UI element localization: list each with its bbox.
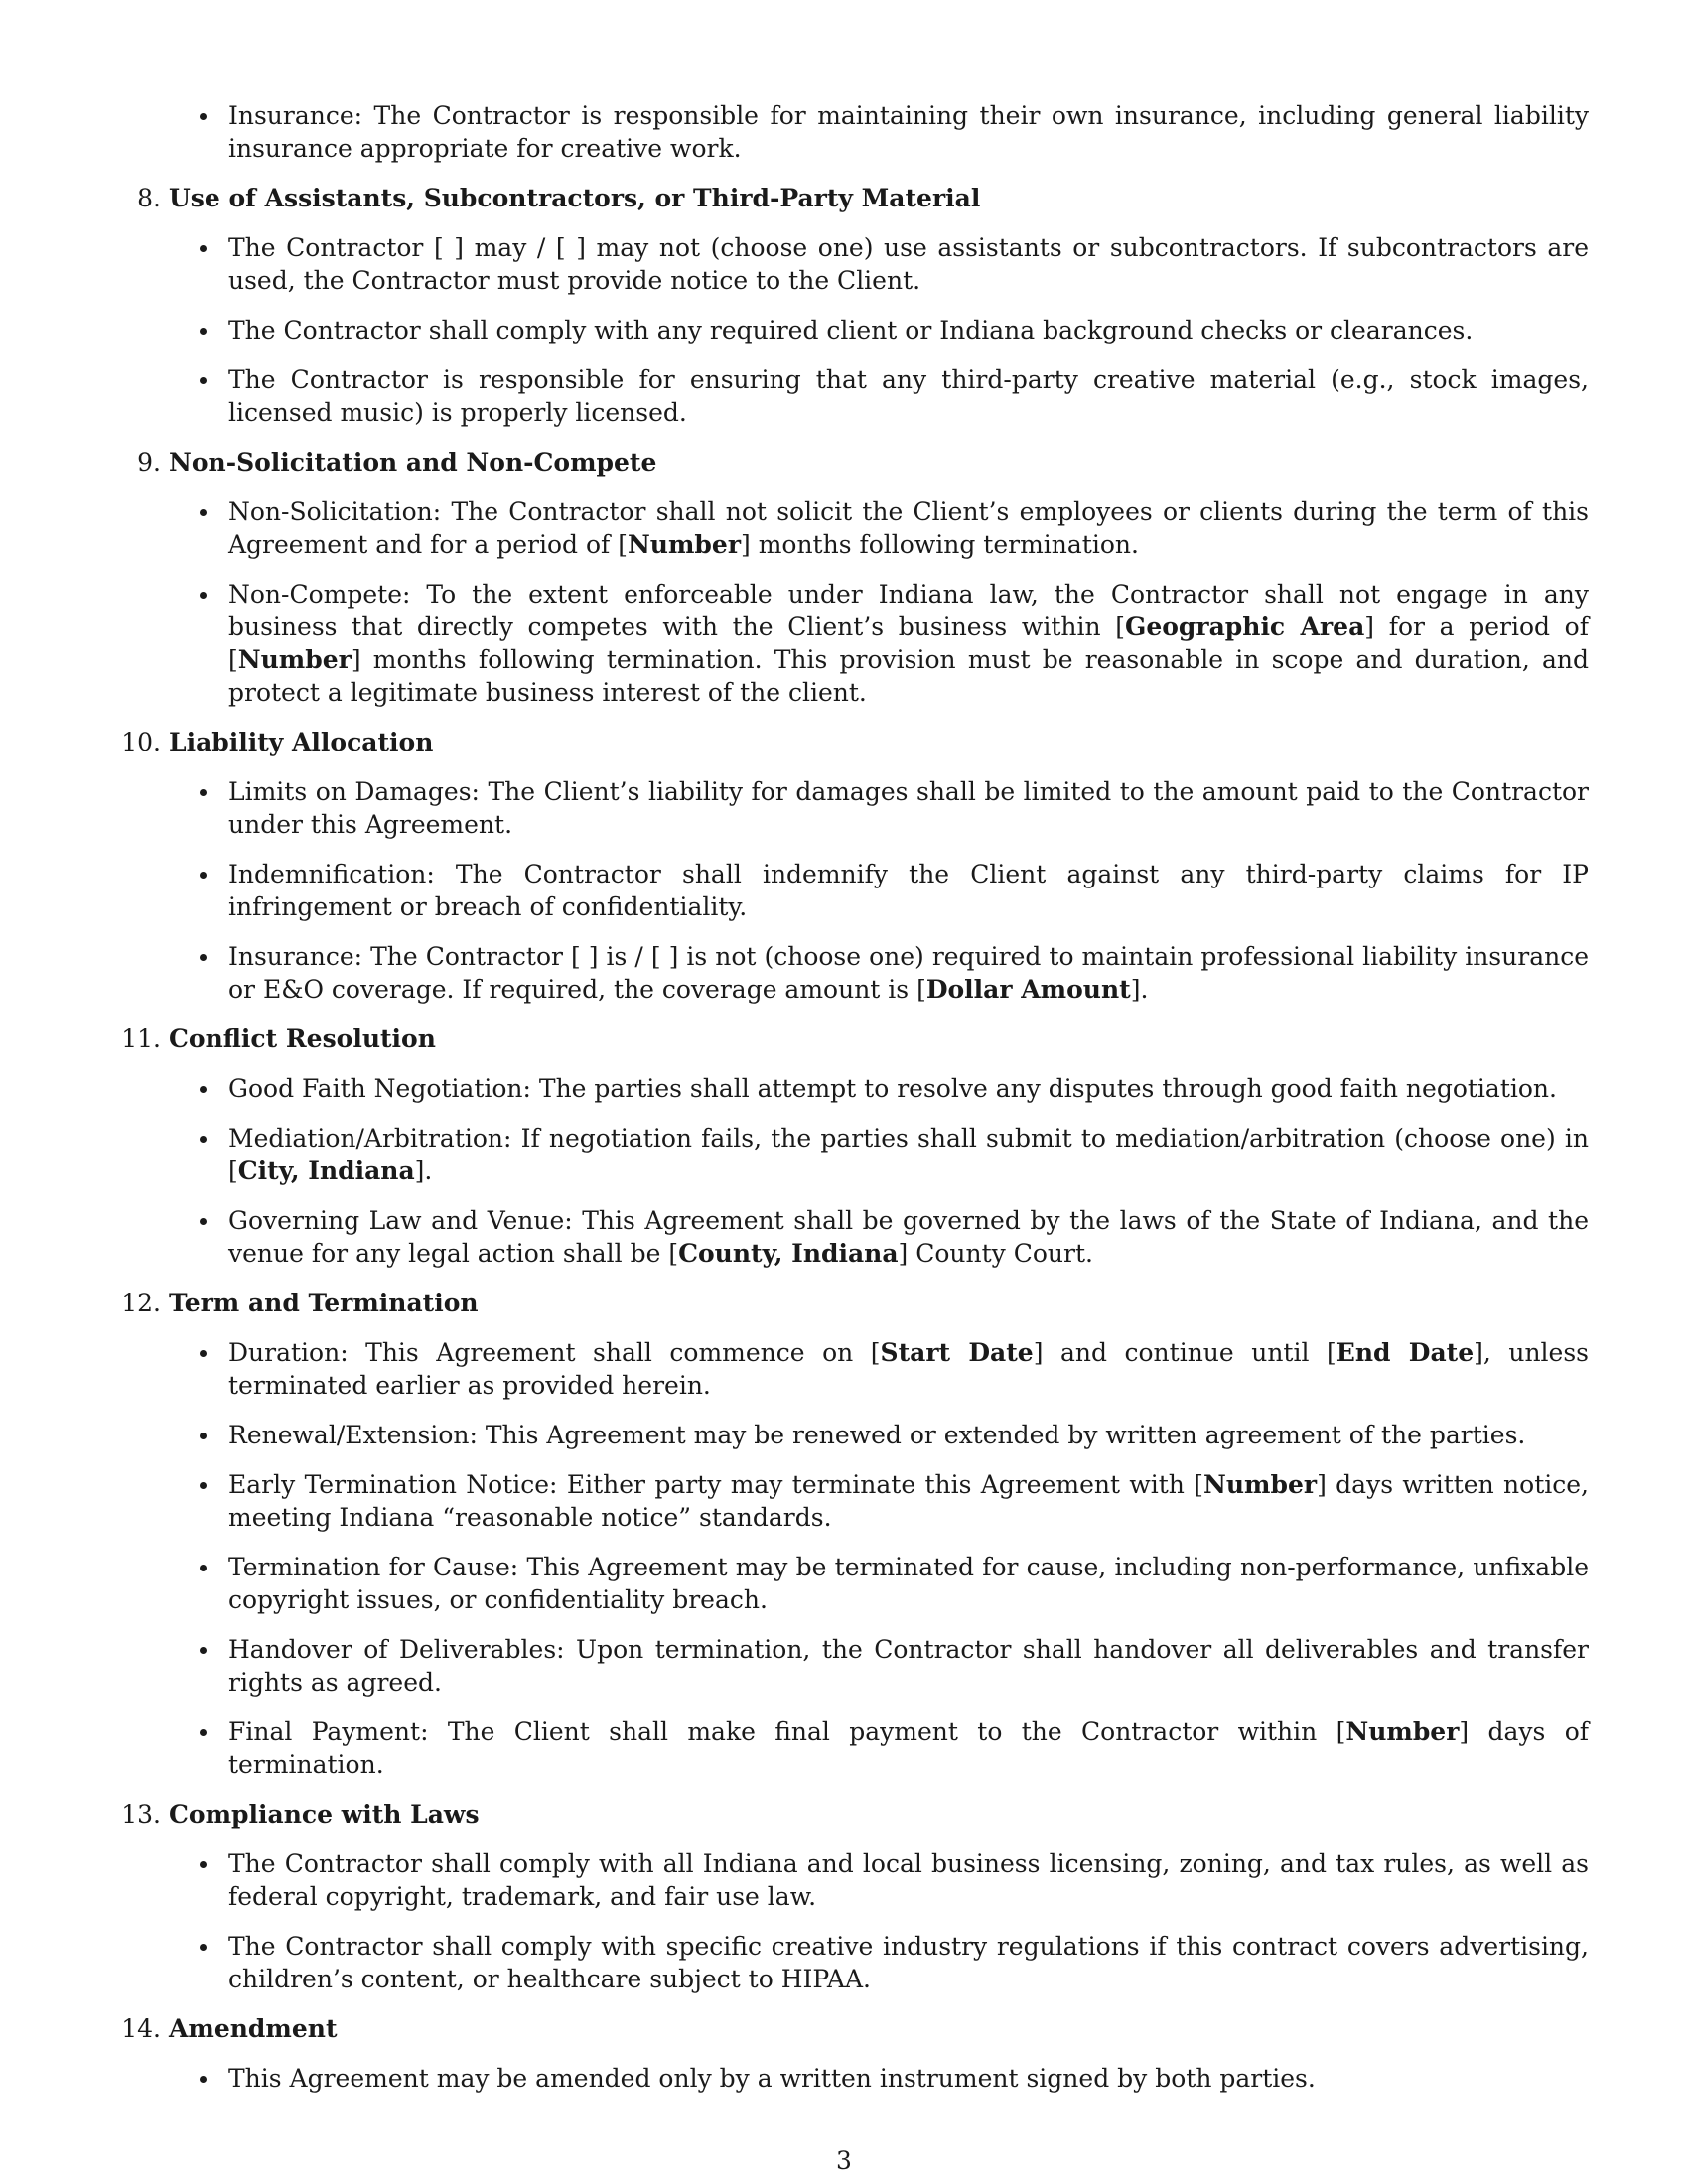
bullet-item — [169, 495, 1589, 561]
sections-list — [119, 182, 1589, 2095]
bullet-text: The Contractor shall comply with any required client or Indiana background checks or clearances. — [228, 316, 1474, 344]
section-13 — [119, 1798, 1589, 1995]
bullet-text: ] days written notice, meeting Indiana “reasonable notice” standards. — [228, 1470, 1589, 1532]
bullet-text: Good Faith Negotiation: The parties shall attempt to resolve any disputes through good faith negotiation. — [228, 1074, 1557, 1103]
bullet-text: Termination for Cause: This Agreement may be terminated for cause, including non-performance, unfixable copyright issues, or confidentiality breach. — [228, 1553, 1589, 1614]
section-heading — [137, 182, 1589, 214]
section-14 — [119, 2012, 1589, 2095]
bullet-item — [169, 775, 1589, 841]
bullet-item — [169, 1551, 1589, 1616]
section-bullet-list — [169, 495, 1589, 709]
bullet-item — [169, 1847, 1589, 1913]
section-10 — [119, 726, 1589, 1006]
placeholder-field: Geographic Area — [1125, 613, 1365, 641]
section-11 — [119, 1023, 1589, 1270]
bullet-text: Renewal/Extension: This Agreement may be renewed or extended by written agreement of the parties. — [228, 1421, 1526, 1449]
placeholder-field: Number — [1203, 1470, 1318, 1499]
bullet-text: Governing Law and Venue: This Agreement shall be governed by the laws of the State of Indiana, and the venue for any legal action shall be [ — [228, 1206, 1589, 1268]
section-number: 10. — [121, 728, 161, 756]
section-title: Term and Termination — [169, 1289, 479, 1317]
bullet-text: Final Payment: The Client shall make final payment to the Contractor within [ — [228, 1717, 1346, 1746]
bullet-text: ] for a period of [ — [228, 613, 1589, 674]
section-title: Use of Assistants, Subcontractors, or Third-Party Material — [169, 184, 981, 212]
bullet-text: The Contractor shall comply with specific creative industry regulations if this contract covers advertising, children’s content, or healthcare subject to HIPAA. — [228, 1932, 1589, 1993]
section-title: Amendment — [169, 2014, 338, 2043]
document-body — [119, 99, 1589, 2095]
section-heading — [137, 446, 1589, 478]
lead-bullet-list — [119, 99, 1589, 165]
bullet-item — [169, 858, 1589, 923]
placeholder-field: Dollar Amount — [925, 975, 1131, 1004]
bullet-text: ] and continue until [ — [1033, 1338, 1336, 1367]
bullet-item — [169, 1419, 1589, 1451]
section-number: 8. — [137, 184, 161, 212]
bullet-text: Non-Compete: To the extent enforceable under Indiana law, the Contractor shall not engage in any business that directly competes with the Client’s business within [ — [228, 580, 1589, 641]
section-number: 11. — [121, 1024, 161, 1053]
placeholder-field: Number — [1345, 1717, 1460, 1746]
section-bullet-list — [169, 775, 1589, 1006]
bullet-item — [169, 1715, 1589, 1781]
section-title: Conflict Resolution — [169, 1024, 436, 1053]
bullet-item — [169, 1336, 1589, 1402]
bullet-text: ]. — [414, 1157, 433, 1185]
bullet-text: Duration: This Agreement shall commence on [ — [228, 1338, 881, 1367]
bullet-item — [169, 1072, 1589, 1105]
section-title: Compliance with Laws — [169, 1800, 480, 1829]
section-heading — [121, 726, 1589, 758]
bullet-text: Limits on Damages: The Client’s liability for damages shall be limited to the amount paid to the Contractor under this Agreement. — [228, 777, 1589, 839]
bullet-text: ] months following termination. — [741, 530, 1139, 559]
section-9 — [119, 446, 1589, 709]
section-bullet-list — [169, 2062, 1589, 2095]
bullet-text: ]. — [1130, 975, 1149, 1004]
bullet-text: Early Termination Notice: Either party may terminate this Agreement with [ — [228, 1470, 1204, 1499]
placeholder-field: End Date — [1336, 1338, 1475, 1367]
bullet-text: This Agreement may be amended only by a written instrument signed by both parties. — [228, 2064, 1316, 2093]
placeholder-field: Start Date — [880, 1338, 1034, 1367]
bullet-text: The Contractor is responsible for ensuring that any third-party creative material (e.g., stock images, licensed music) is properly licensed. — [228, 365, 1589, 427]
section-heading — [121, 1287, 1589, 1319]
bullet-item — [169, 578, 1589, 709]
bullet-text: Indemnification: The Contractor shall indemnify the Client against any third-party claims for IP infringement or breach of confidentiality. — [228, 860, 1589, 921]
bullet-text: Mediation/Arbitration: If negotiation fails, the parties shall submit to mediation/arbitration (choose one) in [ — [228, 1124, 1589, 1185]
bullet-item — [169, 2062, 1589, 2095]
section-number: 14. — [121, 2014, 161, 2043]
bullet-text: Insurance: The Contractor [ ] is / [ ] is not (choose one) required to maintain professional liability insurance or E&O coverage. If required, the coverage amount is [ — [228, 942, 1589, 1004]
bullet-item — [169, 1204, 1589, 1270]
bullet-text: ], unless terminated earlier as provided herein. — [228, 1338, 1589, 1400]
section-bullet-list — [169, 1336, 1589, 1781]
section-number: 13. — [121, 1800, 161, 1829]
bullet-item — [169, 363, 1589, 429]
placeholder-field: Number — [627, 530, 741, 559]
section-bullet-list — [169, 231, 1589, 429]
section-bullet-list — [169, 1072, 1589, 1270]
section-12 — [119, 1287, 1589, 1781]
bullet-item — [169, 940, 1589, 1006]
bullet-text: ] days of termination. — [228, 1717, 1590, 1779]
section-title: Non-Solicitation and Non-Compete — [169, 448, 657, 477]
bullet-item — [169, 1930, 1589, 1995]
bullet-text: Handover of Deliverables: Upon termination, the Contractor shall handover all deliverables and transfer rights as agreed. — [228, 1635, 1589, 1697]
bullet-text: ] County Court. — [898, 1239, 1093, 1268]
bullet-item — [169, 314, 1589, 346]
page-number: 3 — [836, 2146, 852, 2175]
placeholder-field: County, Indiana — [678, 1239, 899, 1268]
bullet-item — [169, 1633, 1589, 1699]
placeholder-field: City, Indiana — [237, 1157, 415, 1185]
section-heading — [121, 2012, 1589, 2045]
section-8 — [119, 182, 1589, 429]
bullet-text: Non-Solicitation: The Contractor shall not solicit the Client’s employees or clients during the term of this Agreement and for a period of [ — [228, 497, 1589, 559]
lead-bullet-item: Insurance: The Contractor is responsible for maintaining their own insurance, including general liability insurance appropriate for creative work. — [119, 99, 1589, 165]
bullet-item — [169, 1468, 1589, 1534]
bullet-item — [169, 231, 1589, 297]
section-heading — [121, 1023, 1589, 1055]
section-number: 12. — [121, 1289, 161, 1317]
bullet-text: ] months following termination. This provision must be reasonable in scope and duration, and protect a legitimate business interest of the client. — [228, 645, 1589, 707]
bullet-text: The Contractor [ ] may / [ ] may not (choose one) use assistants or subcontractors. If subcontractors are used, the Contractor must provide notice to the Client. — [228, 233, 1589, 295]
placeholder-field: Number — [237, 645, 352, 674]
section-title: Liability Allocation — [169, 728, 434, 756]
bullet-text: The Contractor shall comply with all Indiana and local business licensing, zoning, and tax rules, as well as federal copyright, trademark, and fair use law. — [228, 1849, 1589, 1911]
section-bullet-list — [169, 1847, 1589, 1995]
section-number: 9. — [137, 448, 161, 477]
bullet-item — [169, 1122, 1589, 1187]
section-heading — [121, 1798, 1589, 1831]
